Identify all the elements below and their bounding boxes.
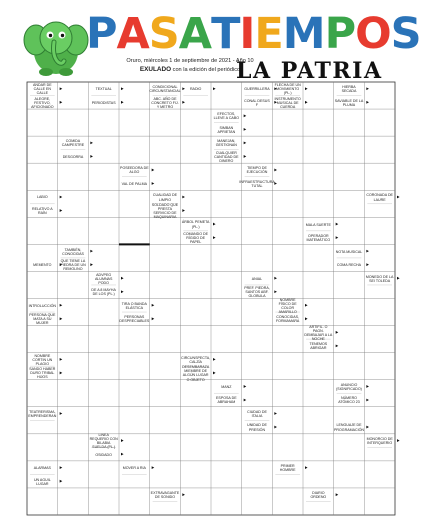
clue-text: FLECHA DE UN MOVIMIENTO (PL.) <box>274 83 301 96</box>
clue-text: ALEGRE, FESTIVO, AFICIONADO <box>31 96 54 109</box>
title-letter: A <box>178 9 212 59</box>
clue-cell <box>273 462 302 475</box>
clue-text: LINEA REQUERIO CON BILABIA SUELDA (PL.) <box>89 432 118 450</box>
clue-text: SANDO HABER DURO TRIBAL HIJOS <box>29 367 56 380</box>
clue-text: NOMBRE FÍSICO DE COLOR AMARILLO <box>278 297 297 314</box>
clue-text: COMANDO DE RÍGIDO DE PAPEL <box>183 231 209 245</box>
exclusive-bold: EXULADO <box>139 65 172 73</box>
clue-cell <box>273 313 302 326</box>
clue-cell <box>89 97 118 110</box>
clue-text: PREF. PIEDRA, SANTOS ABF. GLOBULA <box>244 286 270 299</box>
clue-cell <box>151 97 180 110</box>
clue-cell <box>89 286 118 299</box>
clue-text: CORONADA DE LAURE <box>366 193 393 202</box>
clue-text: MANZ <box>221 384 232 389</box>
clue-text: SOLDADO QUE PRESTA SERVICIO DE MAQUINARIA <box>151 202 179 220</box>
clue-cell <box>365 435 394 448</box>
clue-cell <box>239 178 275 191</box>
clue-cell <box>212 124 241 137</box>
clue-text: PERIODISTAS <box>91 100 116 105</box>
clue-cell <box>335 394 364 407</box>
clue-text: DESGORRA <box>62 154 84 159</box>
clue-cell <box>89 83 118 96</box>
clue-text: UNIDAD DE PRESIÓN <box>247 423 267 432</box>
clue-cell <box>243 421 272 434</box>
clue-cell <box>304 340 333 353</box>
clue-cell <box>212 110 241 123</box>
clue-cell <box>28 475 57 488</box>
clue-cell <box>28 367 57 380</box>
clue-text: ADVPEG ALUMNAS PODO <box>94 272 113 285</box>
clue-text: MEMENTO <box>33 263 52 268</box>
clue-cell <box>120 164 149 177</box>
clue-cell <box>304 324 333 341</box>
clue-text: CIRCUNSPECTA, CALZÍA <box>181 355 211 364</box>
clue-cell <box>151 489 180 502</box>
clue-cell <box>304 489 333 502</box>
clue-text: PRIMER HOMBRE <box>279 464 296 473</box>
clue-text: NÚMERO ATÓMICO 23 <box>338 396 360 405</box>
clue-cell <box>181 232 210 245</box>
clue-cell <box>28 191 57 204</box>
clue-text: VAL DE PALMA <box>121 181 147 186</box>
clue-cell <box>335 381 364 394</box>
exclusive-rest: con la edición del periódico <box>171 66 241 73</box>
clue-cell <box>28 83 57 96</box>
clue-cell <box>59 151 88 164</box>
clue-cell <box>273 297 302 314</box>
clue-cell <box>120 313 149 326</box>
title-letter: E <box>254 9 283 59</box>
title-letter: A <box>116 9 149 59</box>
clue-text: MONEDO DE LA SEI TOLEDA <box>365 274 394 283</box>
clue-text: OSIDADO <box>95 452 112 457</box>
clue-text: TIEMPO DE EJECUCIÓN <box>246 166 268 175</box>
clue-text: MALA SUERTE <box>305 222 331 227</box>
clue-text: NOMBRE CORTIN UN PLAGIO <box>32 353 53 366</box>
clue-text: ABC. AÑO DE CONCRETO FIJ. Y METRO <box>151 96 179 109</box>
title-letter: M <box>282 9 325 59</box>
clue-cell <box>151 83 180 96</box>
clue-text: ÁRBOL PEMETA (PL.) <box>181 220 210 229</box>
clue-text: DE A 8 MAYHA DE LOS (PL.) <box>91 288 116 297</box>
clue-cell <box>212 394 241 407</box>
newspaper-brand: LA PATRIA <box>236 58 383 84</box>
clue-cell <box>59 137 88 150</box>
clue-cell <box>89 272 118 285</box>
clue-text: INTROLUCCIÓN <box>28 303 56 308</box>
clue-text: MOVER A RIA <box>122 466 146 471</box>
title-letter: O <box>355 9 391 59</box>
clue-cell <box>89 432 118 450</box>
clue-cell <box>335 421 364 434</box>
clue-cell <box>151 202 180 220</box>
clue-cell <box>120 462 149 475</box>
clue-cell <box>212 151 241 164</box>
clue-text: GUERRILLERA <box>244 87 270 92</box>
clue-text: TEATRERISMA, EMPRENDERAN <box>28 409 57 419</box>
title-letter: I <box>239 9 255 59</box>
clue-text: TENEMOS ABRIGAR <box>309 342 328 351</box>
clue-text: COMA RECHA <box>336 263 362 268</box>
clue-cell <box>28 205 57 218</box>
clue-text: EXTRAVAGANTE DE SONIDO <box>150 491 180 500</box>
clue-text: INSTRUMENTO MUSICAL DE CUERDA <box>274 96 301 109</box>
title-letter: T <box>211 9 240 59</box>
clue-cell <box>335 83 364 96</box>
clue-cell <box>243 286 272 299</box>
clue-text: TIRA O BANDA ELÁSTICA <box>121 301 147 310</box>
dateline-text: Oruro, miércoles 1 de septiembre de 2021 - Año 10 <box>126 58 254 64</box>
clue-cell <box>120 178 149 191</box>
clue-text: CUALIDAD DE LIMPIO <box>152 193 178 202</box>
clue-cell <box>243 83 272 96</box>
clue-text: RADIO <box>189 87 202 92</box>
clue-cell <box>243 408 272 421</box>
clue-text: MONORCIO DE INTERQUERIO <box>366 436 393 446</box>
clue-cell <box>181 367 210 380</box>
clue-text: HIERBA SECADA <box>341 85 357 94</box>
clue-text: SAVIABLE DE LA PLUMA <box>334 98 364 107</box>
title-letter: P <box>86 9 117 59</box>
clue-cell <box>335 97 364 110</box>
clue-cell <box>28 97 57 110</box>
clue-text: SIMBAN APRIETAN <box>217 125 236 134</box>
clue-cell <box>212 137 241 150</box>
clue-cell <box>28 462 57 475</box>
clue-text: ANDAR DE CALLE EN CALLE <box>33 83 52 96</box>
clue-text: CONAL DESUS F <box>244 98 270 107</box>
clue-cell <box>212 381 241 394</box>
clue-text: CIUDAD DE ITALIA <box>247 409 267 419</box>
title-letter: S <box>390 9 421 59</box>
clue-text: PERSONAS DESPRECIABLES <box>119 315 150 324</box>
clue-text: TAMBIÉN, CONOCIDAS <box>62 247 84 256</box>
clue-cell <box>365 191 394 204</box>
clue-text: DESEMBARAZA MIEMBRE DE ALGÚN LUGAR O OBJETO <box>182 365 210 382</box>
clue-cell <box>28 354 57 367</box>
clue-cell <box>335 245 364 258</box>
clue-cell <box>243 97 272 110</box>
clue-text: TEXTUAL <box>95 87 112 92</box>
clue-text: CONOCIDAS, FORMAMARA <box>275 315 300 324</box>
clue-cell <box>89 448 118 461</box>
clue-cell <box>59 259 88 272</box>
clue-text: DIARIO ORDENO <box>310 491 327 500</box>
clue-text: CONDICIONAL CIRCUNSTANCIAL <box>149 85 181 94</box>
clue-cell <box>28 408 57 421</box>
clue-text: ALARMAS <box>33 466 51 471</box>
clue-text: QUE TIENE LA PIEDRA DE UN REMOLINO <box>60 259 86 272</box>
clue-text: EFECTOS, LLEVE A CABO <box>213 112 240 121</box>
clue-text: NOTA MUSICAL <box>335 249 363 254</box>
clue-text: ANIAL <box>251 276 263 281</box>
clue-text: COMIDA CAMPESTRE <box>61 139 85 148</box>
clue-text: ARTIFIL. O PAGN. DEMBAJAR A LA NOCHE <box>304 324 333 341</box>
clue-text: INFRAESTRUCTURA TUTAL <box>239 179 275 188</box>
clue-text: POSEEDORA DE ALGO <box>120 166 149 175</box>
clue-text: OPERADOR MATEMÁTICO <box>306 234 331 243</box>
clue-text: ANUNCIO (SIGNIFICADO) <box>336 382 362 391</box>
clue-cell <box>243 272 272 285</box>
clue-text: LABIO <box>37 195 48 200</box>
clue-text: UN AGUIL LUGAR <box>33 477 51 486</box>
clue-text: MANEJAN, GESTIONAN <box>215 139 237 148</box>
clue-text: CUALQUIER CANTIDAD DE DINERO <box>214 150 239 163</box>
title-letter: P <box>324 9 356 59</box>
clue-cell <box>273 83 302 96</box>
clue-cell <box>120 300 149 313</box>
clue-cell <box>335 259 364 272</box>
clue-text: ESPOSA DE ABRAHAM <box>216 396 237 405</box>
clue-cell <box>273 97 302 110</box>
clue-cell <box>365 272 394 285</box>
clue-cell <box>59 245 88 258</box>
clue-cell <box>304 232 333 245</box>
clue-cell <box>28 313 57 326</box>
clue-cell <box>28 300 57 313</box>
clue-cell <box>181 218 210 231</box>
clue-text: RELATIVO A RAÍN <box>31 206 53 216</box>
clue-cell <box>243 164 272 177</box>
clue-text: PERSONA QUE MATA A SU MUJER <box>29 313 56 326</box>
clue-cell <box>28 259 57 272</box>
clue-cell <box>181 83 210 96</box>
title-letter: S <box>148 9 179 59</box>
clue-cell <box>304 218 333 231</box>
clue-text: LENGUAJE DE PROGRAMACIÓN <box>334 423 364 432</box>
